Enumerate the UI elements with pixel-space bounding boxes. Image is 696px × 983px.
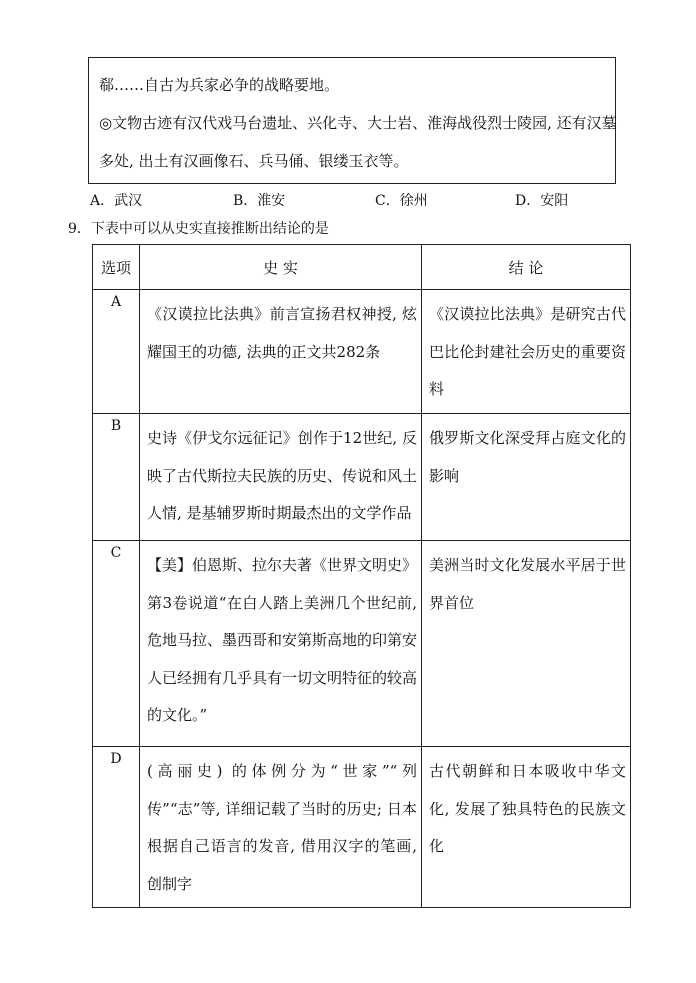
row-fact: 史诗《伊戈尔远征记》创作于12世纪, 反映了古代斯拉夫民族的历史、传说和风土人情, 是基辅罗斯时期最杰出的文学作品 bbox=[140, 414, 422, 541]
row-option: B bbox=[93, 414, 140, 541]
table-row bbox=[93, 747, 631, 908]
row-fact: 【美】伯恩斯、拉尔夫著《世界文明史》第3卷说道“在白人踏上美洲几个世纪前, 危地马拉、墨西哥和安第斯高地的印第安人已经拥有几乎具有一切文明特征的较高的文化。” bbox=[140, 541, 422, 747]
row-conclusion: 俄罗斯文化深受拜占庭文化的影响 bbox=[422, 414, 631, 541]
row-conclusion: 美洲当时文化发展水平居于世界首位 bbox=[422, 541, 631, 747]
header-option: 选项 bbox=[93, 245, 140, 290]
q9-stem: 9．下表中可以从史实直接推断出结论的是 bbox=[68, 221, 329, 237]
table-header-row bbox=[93, 245, 631, 290]
row-conclusion: 《汉谟拉比法典》是研究古代巴比伦封建社会历史的重要资料 bbox=[422, 290, 631, 414]
passage-line-3: 多处, 出土有汉画像石、兵马俑、银缕玉衣等。 bbox=[99, 152, 409, 170]
header-fact: 史 实 bbox=[140, 245, 422, 290]
row-fact: 《汉谟拉比法典》前言宣扬君权神授, 炫耀国王的功德, 法典的正文共282条 bbox=[140, 290, 422, 414]
q8-option-d: D．安阳 bbox=[515, 193, 569, 209]
header-conclusion: 结 论 bbox=[422, 245, 631, 290]
row-fact: (高丽史) 的体例分为“世家”“列传”“志”等, 详细记载了当时的历史; 日本根据自己语言的发音, 借用汉字的笔画, 创制字 bbox=[140, 747, 422, 908]
row-option: C bbox=[93, 541, 140, 747]
q8-option-c: C．徐州 bbox=[375, 193, 428, 209]
row-option: D bbox=[93, 747, 140, 908]
table-row bbox=[93, 290, 631, 414]
table-row bbox=[93, 541, 631, 747]
q8-option-b: B．淮安 bbox=[233, 193, 286, 209]
q8-options bbox=[90, 190, 630, 212]
row-option: A bbox=[93, 290, 140, 414]
passage-line-1: 郗……自古为兵家必争的战略要地。 bbox=[99, 76, 340, 94]
passage-box bbox=[88, 57, 616, 184]
q9-table bbox=[92, 244, 631, 908]
table-row bbox=[93, 414, 631, 541]
row-conclusion: 古代朝鲜和日本吸收中华文化, 发展了独具特色的民族文化 bbox=[422, 747, 631, 908]
q8-option-a: A．武汉 bbox=[90, 193, 143, 209]
passage-line-2: ◎文物古迹有汉代戏马台遗址、兴化寺、大士岩、淮海战役烈士陵园, 还有汉墓 bbox=[99, 114, 617, 132]
